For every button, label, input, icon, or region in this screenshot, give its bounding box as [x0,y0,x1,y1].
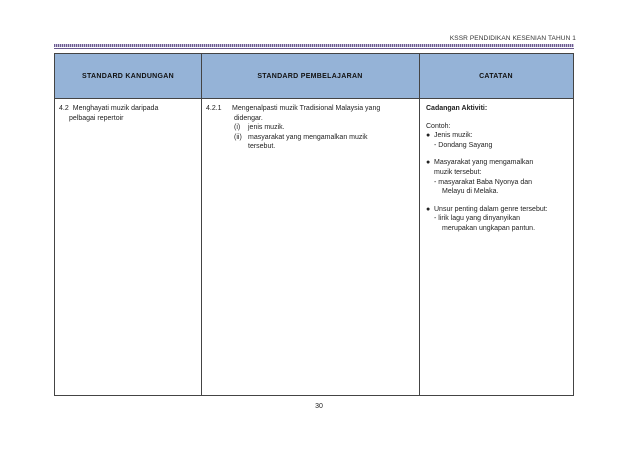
column-header-kandungan: STANDARD KANDUNGAN [82,72,174,80]
table-header-row [55,54,573,99]
bullet-icon: ● [426,159,431,167]
catatan-contoh-label: Contoh: [426,122,451,130]
bullet-icon: ● [426,205,431,213]
pembelajaran-text-line2: didengar. [234,114,263,122]
bullet-icon: ● [426,132,431,140]
running-header: KSSR PENDIDIKAN KESENIAN TAHUN 1 [449,35,576,42]
kandungan-number: 4.2 [59,105,69,112]
column-divider [201,54,202,395]
catatan-heading: Cadangan Aktiviti: [426,105,488,112]
column-divider [419,54,420,395]
column-header-pembelajaran: STANDARD PEMBELAJARAN [257,72,363,80]
curriculum-table [54,53,574,396]
list-item: ● Jenis muzik: - Dondang Sayang [426,132,493,149]
pembelajaran-text-line1: Mengenalpasti muzik Tradisional Malaysia yang [232,105,381,112]
list-item: (ii) masyarakat yang mengamalkan muzik tersebut. [234,133,368,151]
column-header-catatan: CATATAN [479,72,513,80]
page-number: 30 [315,403,323,410]
header-rule-line [54,48,574,49]
cell-standard-pembelajaran [206,104,416,152]
header-rule-band [54,44,574,47]
kandungan-text-line1: Menghayati muzik daripada [72,105,159,112]
list-item: ● Masyarakat yang mengamalkan muzik tersebut: - masyarakat Baba Nyonya dan Melayu di Melaka. [426,159,534,196]
cell-catatan [426,104,572,234]
kandungan-text-line2: pelbagai repertoir [69,114,124,122]
pembelajaran-number: 4.2.1 [206,105,222,112]
list-item: ● Unsur penting dalam genre tersebut: - lirik lagu yang dinyanyikan merupakan ungkapan pantun. [426,205,548,232]
cell-standard-kandungan [59,104,197,123]
list-item: (i) jenis muzik. [234,124,285,132]
